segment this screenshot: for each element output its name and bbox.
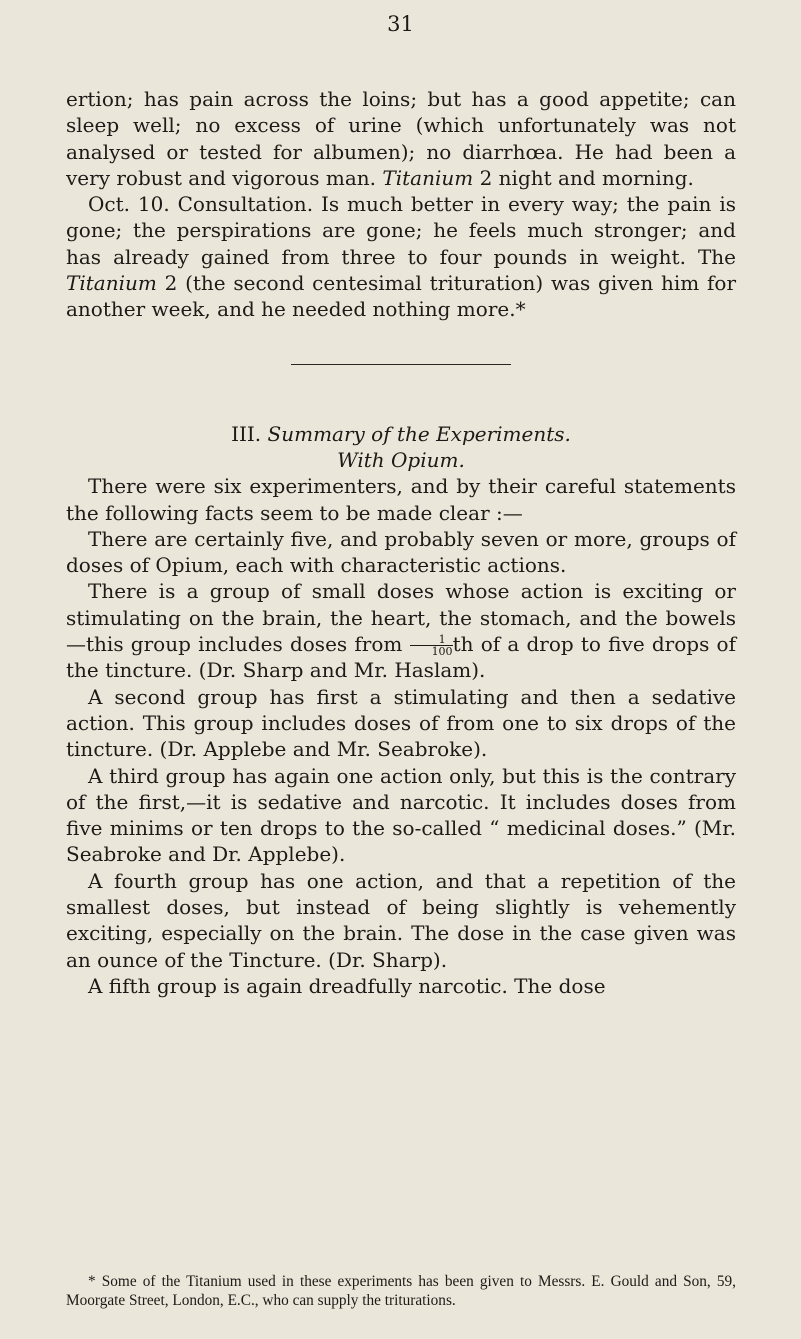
oct10-remedy: Titanium	[66, 271, 157, 296]
paragraph-2: There are certainly five, and probably seven or more, groups of doses of Opium, each with characteristic actions.	[66, 526, 736, 578]
page-number: 31	[387, 12, 414, 36]
paragraph-1: There were six experimenters, and by their careful statements the following facts seem to be made clear :—	[66, 474, 736, 525]
paragraph-5: A third group has again one action only, but this is the contrary of the first,—it is sedative and narcotic. It includes doses from five minims or ten drops to the so-called “ medicinal doses.” (Mr. Seabroke and Dr. Applebe).	[66, 763, 736, 867]
paragraph-6: A fourth group has one action, and that a repetition of the smallest doses, but instead of being slightly is vehemently exciting, especially on the brain. The dose in the case given was an ounce of the Tincture. (Dr. Sharp).	[66, 868, 736, 972]
section-heading	[66, 421, 736, 447]
case-continuation-text: ertion; has pain across the loins; but has a good appetite; can sleep well; no excess of urine (which unfortunately was not analysed or tested for albumen); no diarrhœa.	[66, 87, 736, 164]
section-divider	[291, 364, 511, 365]
paragraph-4: A second group has first a stimulating and then a sedative action. This group includes doses of from one to six drops of the tincture. (Dr. Applebe and Mr. Seabroke).	[66, 684, 736, 762]
remedy-name: Titanium	[382, 165, 474, 190]
section-subtitle: With Opium.	[337, 447, 465, 472]
oct10-paragraph	[66, 191, 736, 322]
section-subheading	[66, 447, 736, 473]
fraction-numerator: 1	[410, 634, 453, 646]
oct10-text-2: 2 (the second centesimal trituration) was given him for another week, and he needed nothing more.*	[66, 271, 736, 322]
oct10-text: Consultation. Is much better in every way; the pain is gone; the perspirations are gone; he feels much stronger; and has already gained from three to four pounds in weight. The	[66, 192, 736, 269]
paragraph-3-text-b: th of a drop to five drops of the tincture. (Dr. Sharp and Mr. Haslam).	[66, 632, 736, 683]
footnote-text: * Some of the Titanium used in these experiments has been given to Messrs. E. Gould and Son, 59, Moorgate Street, London, E.C., who can supply the triturations.	[66, 1273, 736, 1309]
section-title: Summary of the Experiments.	[267, 421, 571, 446]
remedy-dose: 2 night and morning.	[479, 165, 694, 190]
fraction-denominator: 100	[431, 644, 453, 658]
section-numeral: III.	[231, 421, 262, 446]
paragraph-3	[66, 578, 736, 683]
case-robust-text: He had been a very robust and vigorous man.	[66, 139, 736, 190]
oct10-date: Oct. 10.	[88, 192, 170, 217]
fraction	[410, 634, 453, 657]
paragraph-7: A fifth group is again dreadfully narcotic. The dose	[88, 973, 606, 998]
body-text	[66, 86, 736, 999]
paragraph-3-text-a: There is a group of small doses whose action is exciting or stimulating on the brain, the heart, the stomach, and the bowels—this group includes doses from	[66, 579, 736, 657]
case-continuation	[66, 86, 736, 191]
footnote	[66, 1272, 736, 1310]
